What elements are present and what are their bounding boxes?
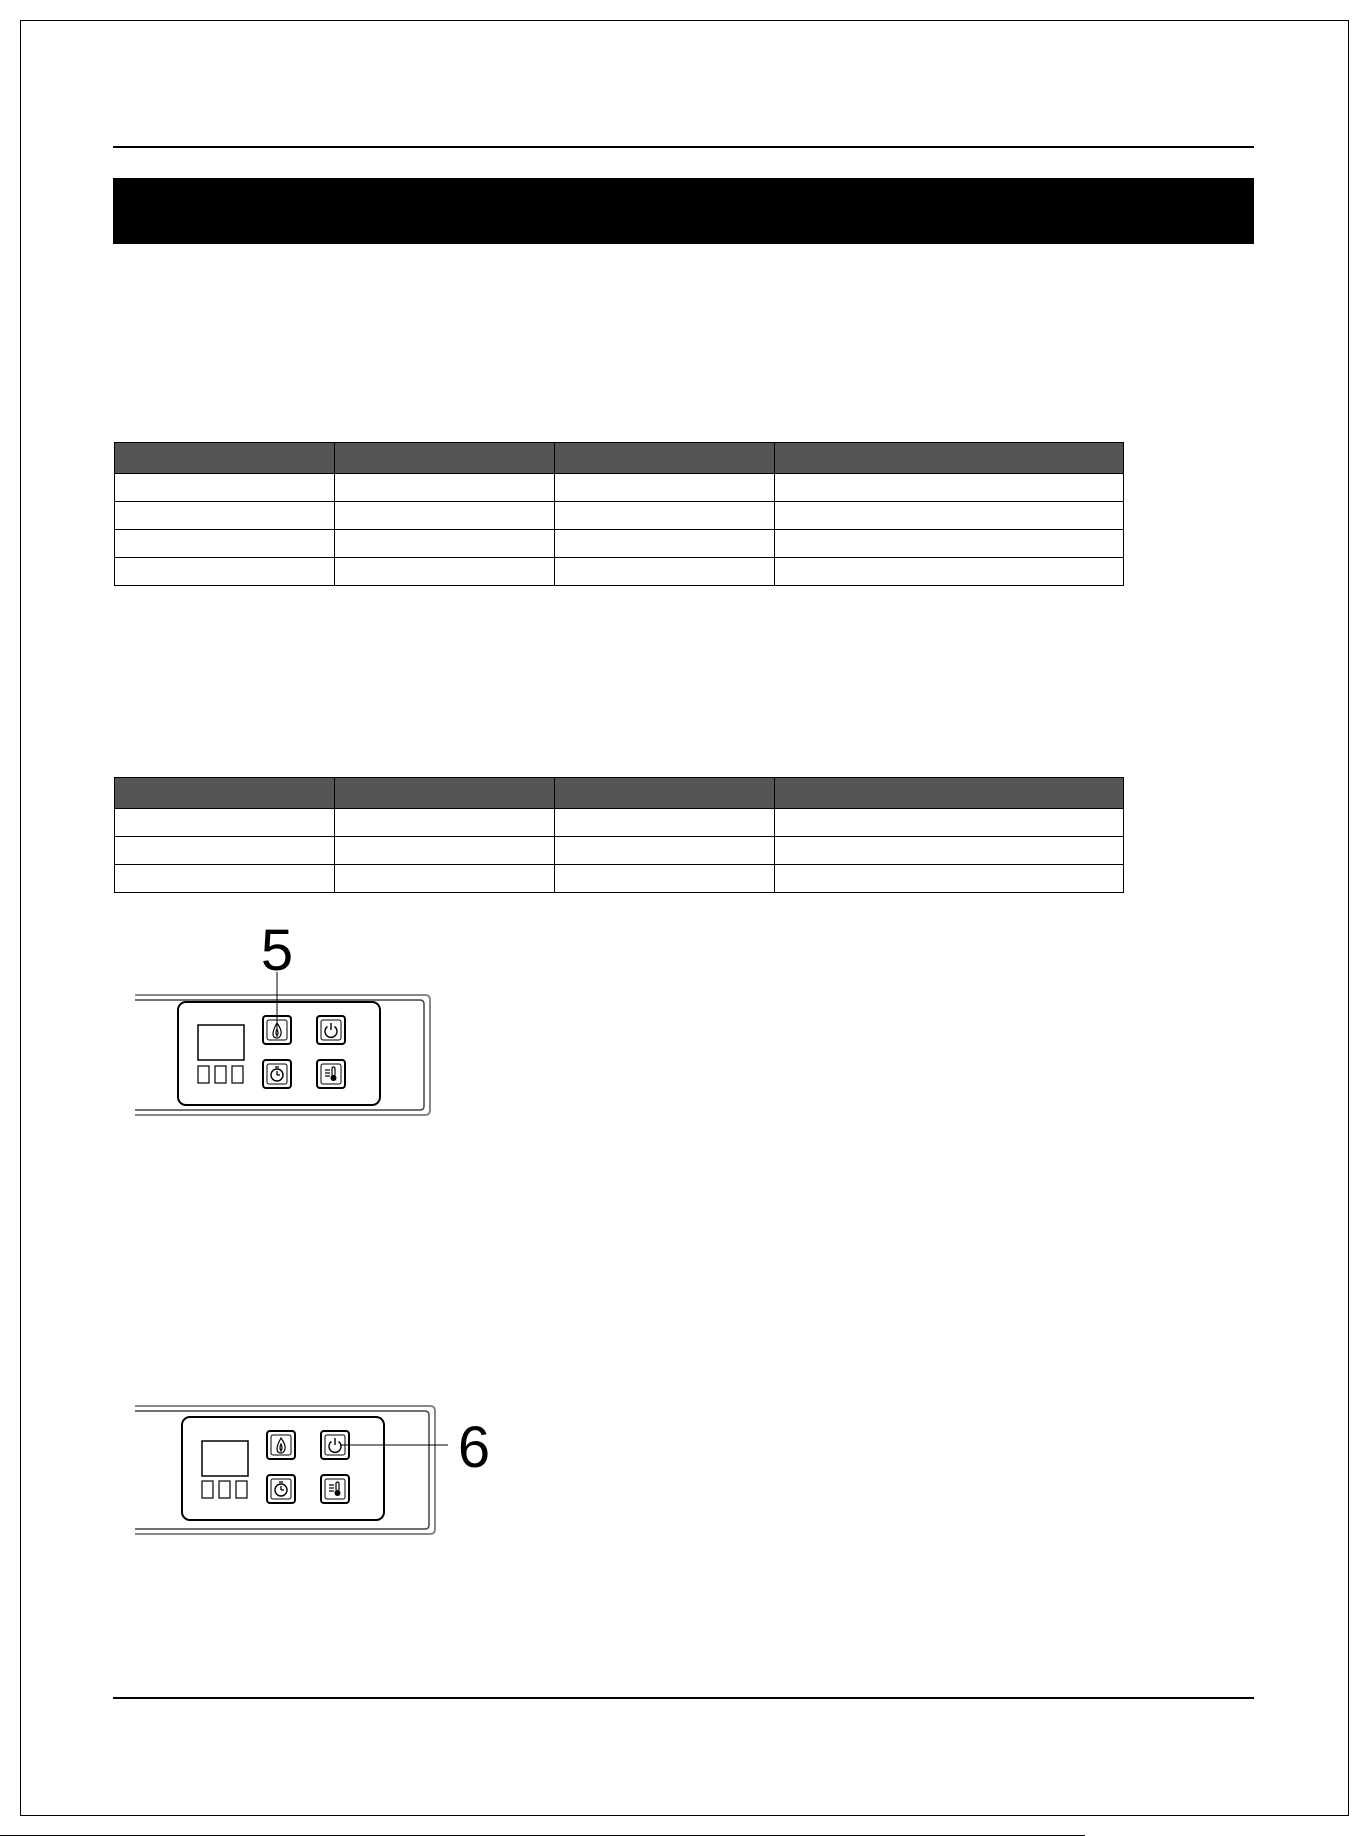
- table-cell: [555, 474, 775, 502]
- table-cell: [115, 530, 335, 558]
- table-cell: [335, 558, 555, 586]
- table-cell: [775, 809, 1124, 837]
- table-cell: [335, 865, 555, 893]
- panel-housing-outer: [135, 995, 430, 1115]
- table-cell: [775, 502, 1124, 530]
- page-frame: [20, 20, 1349, 1816]
- table-row: [115, 502, 1124, 530]
- heat-button[interactable]: [317, 1060, 345, 1088]
- control-panel-figure-2: [130, 1405, 500, 1545]
- table-cell: [115, 474, 335, 502]
- table-row: [115, 865, 1124, 893]
- table-header-cell: [115, 443, 335, 474]
- table-header-row: [115, 778, 1124, 809]
- table-cell: [555, 809, 775, 837]
- callout-number-6: 6: [457, 1415, 491, 1480]
- table-cell: [115, 865, 335, 893]
- table-cell: [775, 865, 1124, 893]
- table-header-cell: [555, 778, 775, 809]
- table-header-cell: [775, 443, 1124, 474]
- header-rule: [113, 146, 1254, 148]
- table-cell: [335, 474, 555, 502]
- section-title-bar: [113, 178, 1254, 244]
- table-cell: [555, 530, 775, 558]
- table-cell: [775, 474, 1124, 502]
- table-cell: [335, 809, 555, 837]
- display-screen: [202, 1441, 248, 1476]
- table-cell: [335, 502, 555, 530]
- table-cell: [115, 809, 335, 837]
- power-button[interactable]: [317, 1016, 345, 1044]
- table-cell: [335, 530, 555, 558]
- table-row: [115, 809, 1124, 837]
- table-header-cell: [115, 778, 335, 809]
- table-row: [115, 474, 1124, 502]
- table-header-cell: [555, 443, 775, 474]
- table-cell: [555, 502, 775, 530]
- flame-button[interactable]: [267, 1431, 295, 1459]
- table-cell: [555, 558, 775, 586]
- display-indicators: [198, 1066, 243, 1083]
- table-row: [115, 558, 1124, 586]
- footer-rule: [113, 1697, 1254, 1699]
- table-header-cell: [335, 443, 555, 474]
- table-cell: [775, 837, 1124, 865]
- panel-housing-outer: [135, 1406, 435, 1534]
- control-panel-figure-1: [130, 920, 450, 1130]
- table-cell: [115, 837, 335, 865]
- spec-table-2: [114, 777, 1124, 893]
- table-cell: [775, 530, 1124, 558]
- table-row: [115, 837, 1124, 865]
- table-header-row: [115, 443, 1124, 474]
- table-header-cell: [775, 778, 1124, 809]
- table-cell: [555, 865, 775, 893]
- timer-button[interactable]: [267, 1475, 295, 1503]
- callout-number-5: 5: [260, 920, 294, 983]
- table-row: [115, 530, 1124, 558]
- table-cell: [115, 502, 335, 530]
- table-header-cell: [335, 778, 555, 809]
- display-indicators: [202, 1481, 247, 1498]
- table-cell: [555, 837, 775, 865]
- timer-button[interactable]: [263, 1060, 291, 1088]
- display-screen: [198, 1025, 244, 1060]
- spec-table-1: [114, 442, 1124, 586]
- table-cell: [775, 558, 1124, 586]
- heat-button[interactable]: [321, 1475, 349, 1503]
- table-cell: [335, 837, 555, 865]
- table-cell: [115, 558, 335, 586]
